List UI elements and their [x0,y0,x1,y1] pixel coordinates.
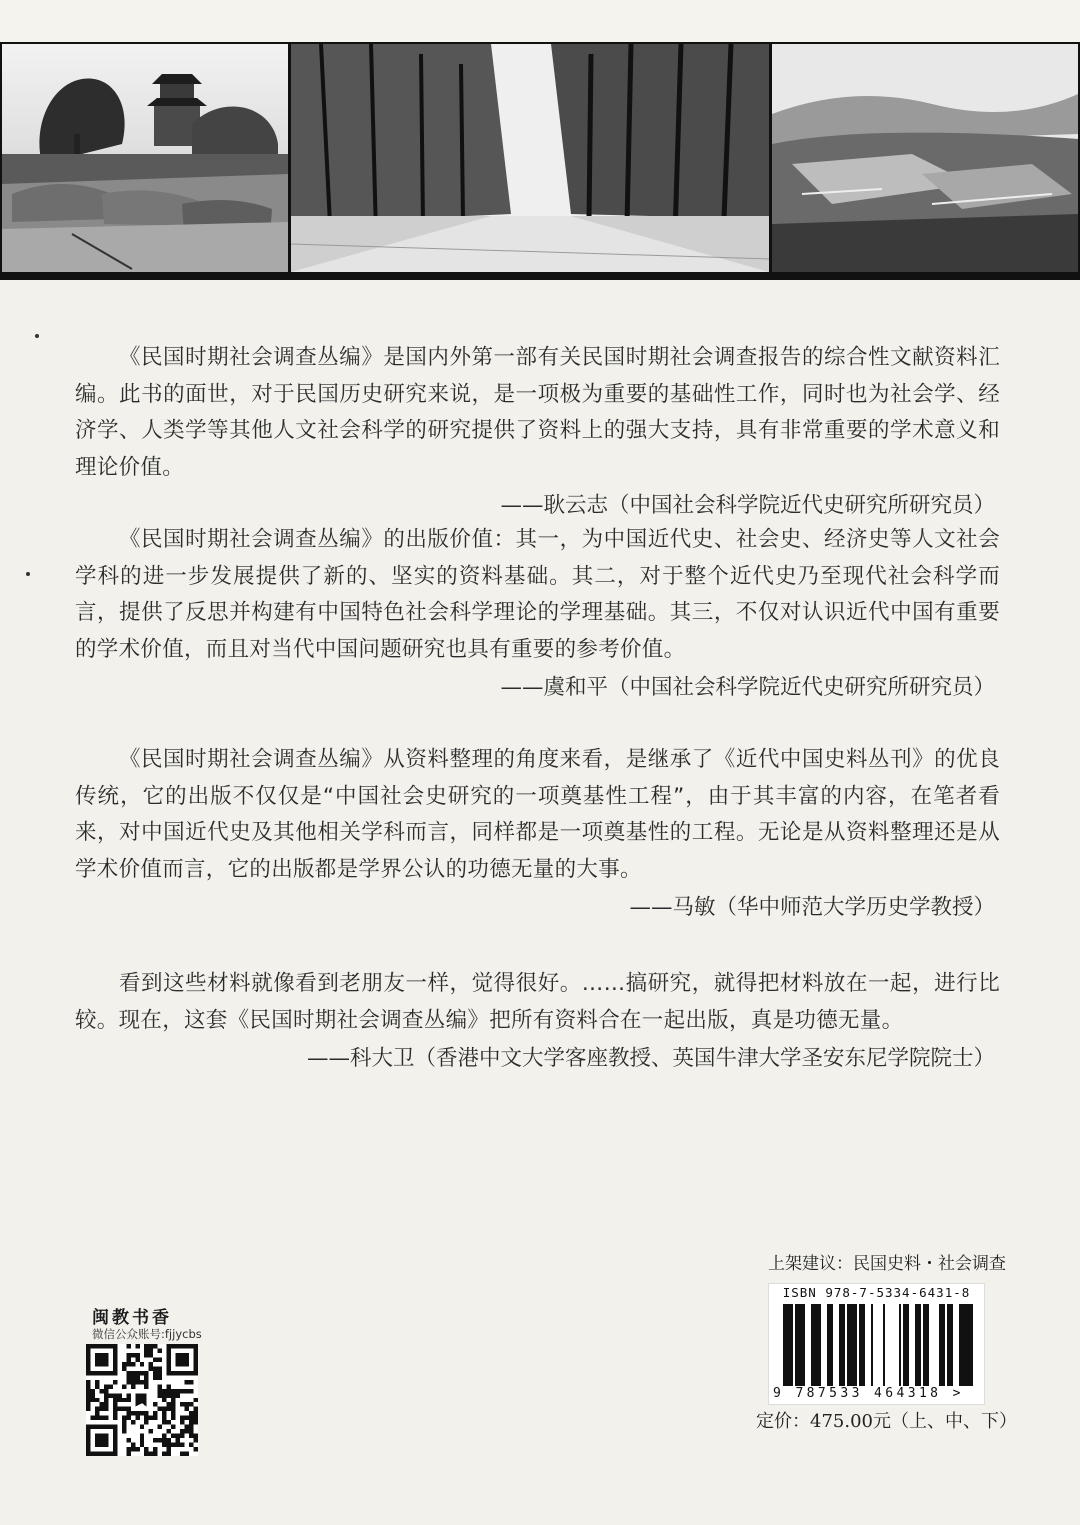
endorsement-quote-4 [75,966,1000,1076]
photo-hillside-town [772,44,1078,272]
shelf-suggestion: 上架建议：民国史料・社会调查 [768,1254,1006,1274]
print-speck [26,572,30,576]
isbn-label: ISBN 978-7-5334-6431-8 [782,1285,971,1300]
endorsement-quote-2 [75,522,1000,705]
print-speck [35,334,39,338]
quote-text: 看到这些材料就像看到老朋友一样，觉得很好。……搞研究，就得把材料放在一起，进行比较。现在，这套《民国时期社会调查丛编》把所有资料合在一起出版，真是功德无量。 [75,971,1000,1033]
top-margin [0,0,1080,42]
barcode-bars [783,1304,973,1386]
isbn-barcode [768,1283,985,1405]
quote-attribution: ——科大卫（香港中文大学客座教授、英国牛津大学圣安东尼学院院士） [306,1046,995,1071]
photo-tree-lined-road [291,44,769,272]
quote-attribution: ——耿云志（中国社会科学院近代史研究所研究员） [500,493,995,518]
wechat-qr-code [86,1344,198,1456]
historical-photo-strip [0,42,1080,280]
quote-text: 《民国时期社会调查丛编》是国内外第一部有关民国时期社会调查报告的综合性文献资料汇编。此书的面世，对于民国历史研究来说，是一项极为重要的基础性工作，同时也为社会学、经济学、人类学等其他人文社会科学的研究提供了资料上的强大支持，具有非常重要的学术意义和理论价值。 [75,345,1000,480]
endorsement-quote-3 [75,742,1000,925]
quote-text: 《民国时期社会调查丛编》的出版价值：其一，为中国近代史、社会史、经济史等人文社会学科的进一步发展提供了新的、坚实的资料基础。其二，对于整个近代史乃至现代社会科学而言，提供了反思并构建有中国特色社会科学理论的学理基础。其三，不仅对认识近代中国有重要的学术价值，而且对当代中国问题研究也具有重要的参考价值。 [75,527,1000,662]
price-label: 定价：475.00元（上、中、下） [756,1411,1017,1432]
publisher-wechat-account: 微信公众账号:fjjycbs [92,1327,202,1341]
quote-attribution: ——虞和平（中国社会科学院近代史研究所研究员） [500,675,995,700]
photo-riverside-pagoda-boats [2,44,288,272]
endorsement-quote-1 [75,340,1000,523]
quote-text: 《民国时期社会调查丛编》从资料整理的角度来看，是继承了《近代中国史料丛刊》的优良传统，它的出版不仅仅是“中国社会史研究的一项奠基性工程”，由于其丰富的内容，在笔者看来，对中国近代史及其他相关学科而言，同样都是一项奠基性的工程。无论是从资料整理还是从学术价值而言，它的出版都是学界公认的功德无量的大事。 [75,747,1000,882]
publisher-name: 闽教书香 [92,1308,172,1328]
quote-attribution: ——马敏（华中师范大学历史学教授） [629,895,995,920]
barcode-digits: 9 787533 464318 > [773,1386,964,1401]
